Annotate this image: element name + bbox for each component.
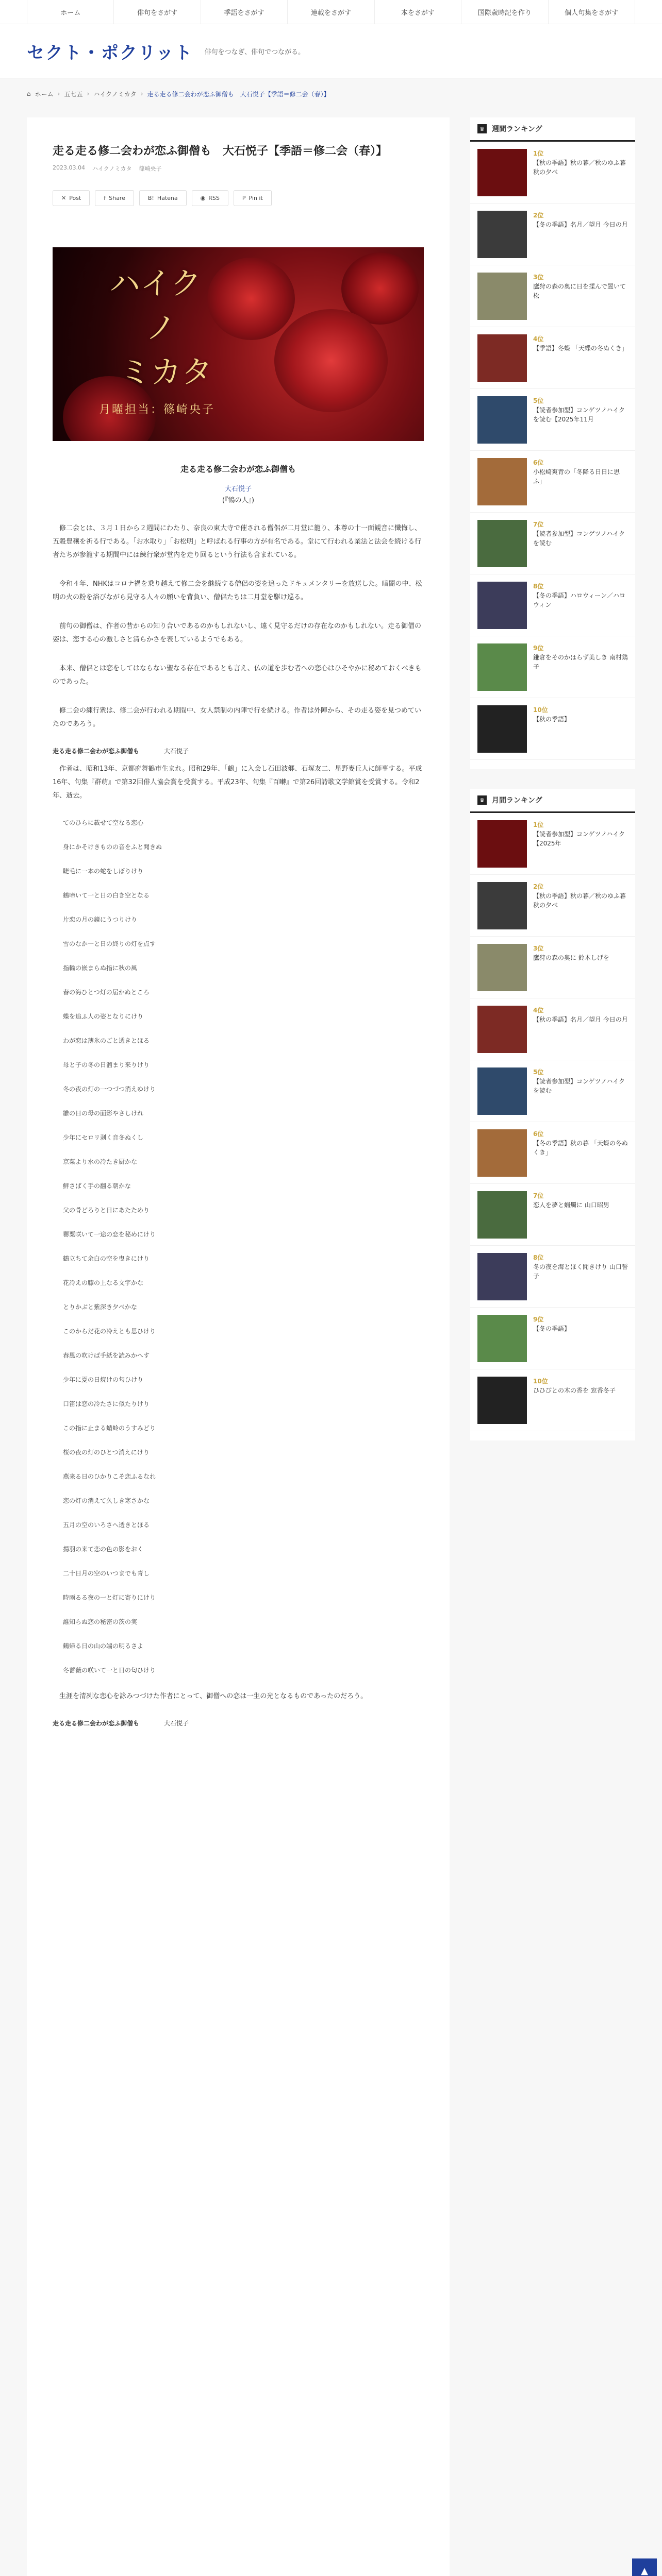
ranking-number: 1位: [533, 150, 544, 157]
ranking-info: [533, 520, 628, 567]
ranking-number: 7位: [533, 1192, 544, 1199]
verse-line: 二十日月の空のいつまでも青し: [63, 1570, 150, 1577]
ranking-number: 5位: [533, 1069, 544, 1076]
ranking-title[interactable]: 恋人を夢と蝋燭に 山口昭男: [533, 1201, 609, 1209]
post-category[interactable]: ハイクノミカタ: [92, 165, 132, 172]
ranking-title[interactable]: 【冬の季語】: [533, 1325, 571, 1332]
ranking-item[interactable]: [470, 574, 635, 636]
verse-line: 身にかそけきものの音をふと聞きぬ: [63, 843, 162, 851]
ranking-item[interactable]: [470, 636, 635, 698]
ranking-info: [533, 705, 570, 752]
ranking-info: [533, 334, 628, 381]
ranking-title[interactable]: 【読者参加型】コンゲツノハイク【2025年: [533, 831, 625, 847]
ranking-number: 7位: [533, 521, 544, 528]
verse-line: 片恋の月の鏡にうつりけり: [63, 916, 138, 923]
monthly-ranking: [470, 789, 635, 1440]
facebook-icon: f: [104, 195, 106, 201]
ranking-number: 6位: [533, 1130, 544, 1138]
breadcrumb-home[interactable]: ホーム: [35, 90, 54, 98]
verse-line: 時雨るる夜の一と灯に寄りにけり: [63, 1594, 156, 1601]
verse-line: 睫毛に一本の蛇をしぼりけり: [63, 868, 144, 875]
ranking-info: [533, 396, 628, 443]
poet-name[interactable]: 大石悦子: [224, 485, 252, 493]
verse-line: 春風の吹けば手紙を読みかへす: [63, 1352, 150, 1359]
breadcrumb-separator: ›: [87, 90, 90, 97]
poet-book: (『鶴の人』): [222, 497, 255, 504]
ranking-title[interactable]: 鎌倉をそのかはらず美しき 南村鶏子: [533, 654, 628, 670]
nav-item[interactable]: 俳句をさがす: [113, 0, 200, 24]
verse-line: とりかぶと紫深き夕べかな: [63, 1303, 138, 1311]
ranking-item[interactable]: [470, 1308, 635, 1369]
verse-line: この指に止まる蜻蛉のうすみどり: [63, 1425, 156, 1432]
ranking-number: 3位: [533, 274, 544, 281]
ranking-title[interactable]: 【冬の季語】名月／望月 今日の月: [533, 221, 628, 228]
crown-icon: ♛: [477, 124, 487, 133]
ranking-number: 9位: [533, 645, 544, 652]
ranking-thumbnail[interactable]: [477, 334, 527, 382]
ranking-title[interactable]: 【秋の季語】秋の暮／秋のゆふ暮 秋の夕べ: [533, 159, 626, 176]
hero-subtitle: 月曜担当：篠崎央子: [99, 403, 216, 416]
poet-block: [53, 484, 424, 506]
hatena-icon: B!: [147, 195, 154, 201]
verse-line: てのひらに載せて空なる恋心: [63, 819, 144, 826]
ranking-item[interactable]: [470, 813, 635, 875]
ranking-number: 4位: [533, 1007, 544, 1014]
site-tagline: 俳句をつなぎ、俳句でつながる。: [204, 48, 305, 56]
ranking-thumbnail[interactable]: [477, 149, 527, 196]
verse-line: 冬の夜の灯の一つづつ消えゆけり: [63, 1086, 156, 1093]
ranking-number: 10位: [533, 1378, 548, 1385]
ranking-info: [533, 458, 628, 505]
ranking-item[interactable]: [470, 1122, 635, 1184]
ranking-title[interactable]: 【読者参加型】コンゲツノハイクを読む: [533, 1078, 625, 1094]
verse-line: 少年に夏の日焼けの匂ひけり: [63, 1376, 144, 1383]
breadcrumb-home-link[interactable]: 五七五: [64, 90, 83, 98]
ranking-title[interactable]: 小松崎爽青の「冬降る日日に思ふ」: [533, 468, 620, 485]
ranking-info: [533, 1067, 628, 1114]
article-paragraph: 修二会とは、３月１日から２週間にわたり、奈良の東大寺で催される僧侶が二月堂に籠り、本尊の十一面観音に懺悔し、五穀豊穣を祈る行である。「お水取り」「お松明」と呼ばれる行事の方が有名である。堂にて行われる業法と法会を続ける行者たちが参籠する期間中には練行衆が堂内を走り回るという行法も含まれている。: [53, 524, 422, 559]
ranking-title[interactable]: 【秋の季語】: [533, 716, 571, 723]
ranking-thumbnail[interactable]: [477, 944, 527, 991]
article: [27, 117, 450, 2576]
share-hatena-button[interactable]: B! Hatena: [139, 190, 187, 206]
ranking-thumbnail[interactable]: [477, 396, 527, 444]
ranking-thumbnail[interactable]: [477, 211, 527, 258]
weekly-ranking-header: ♛ 週間ランキング: [470, 117, 635, 142]
ranking-item[interactable]: [470, 513, 635, 574]
verse-line: 罌粟咲いて一途の恋を秘めにけり: [63, 1231, 156, 1238]
ranking-item[interactable]: [470, 265, 635, 327]
ranking-thumbnail[interactable]: [477, 705, 527, 753]
ranking-thumbnail[interactable]: [477, 820, 527, 868]
nav-item[interactable]: 本をさがす: [374, 0, 461, 24]
verse-line: 京菜より水の冷たき厨かな: [63, 1158, 138, 1165]
ranking-title[interactable]: ひひびとの木の香を 窓香冬子: [533, 1387, 616, 1394]
ranking-info: [533, 1191, 609, 1238]
crown-icon: ♛: [477, 795, 487, 805]
hero-title: ハイク ノ ミカタ: [109, 266, 212, 391]
ranking-item[interactable]: [470, 1246, 635, 1308]
arrow-up-icon: ▲: [641, 2565, 648, 2576]
weekly-ranking: [470, 117, 635, 769]
ranking-info: [533, 643, 628, 690]
verse-line: 鶴啼いて一と日の白き空となる: [63, 892, 150, 899]
ranking-item[interactable]: [470, 1369, 635, 1431]
monthly-ranking-header: ♛ 月間ランキング: [470, 789, 635, 813]
ranking-title[interactable]: 【冬の季語】ハロウィーン／ハロウィン: [533, 592, 626, 608]
ranking-info: [533, 273, 628, 319]
verse-line: 桜の夜の灯のひとつ消えにけり: [63, 1449, 150, 1456]
top-navigation: [0, 0, 662, 24]
ranking-thumbnail[interactable]: [477, 273, 527, 320]
haiku-label: 走る走る修二会わが恋ふ御僧も 大石悦子: [53, 748, 189, 755]
article-paragraph: 前句の御僧は、作者の昔からの知り合いであるのかもしれないし、遠く見守るだけの存在なのかもしれない。走る御僧の姿は、恋する心の激しさと清らかさを表しているようでもある。: [53, 622, 422, 643]
share-rss-button[interactable]: ◉ RSS: [192, 190, 228, 206]
verse-line: 鮃さばく手の翻る朝かな: [63, 1182, 131, 1190]
ranking-thumbnail[interactable]: [477, 1377, 527, 1424]
ranking-number: 2位: [533, 212, 544, 219]
verse-line: このからだ花の冷えとも思ひけり: [63, 1328, 156, 1335]
ranking-title[interactable]: 【季語】冬蝶 「天蝶の冬ぬくき」: [533, 345, 628, 352]
ranking-number: 8位: [533, 1254, 544, 1261]
ranking-thumbnail[interactable]: [477, 643, 527, 691]
ranking-info: [533, 582, 628, 629]
verse-line: 鶴帰る日の山の端の明るさよ: [63, 1642, 144, 1650]
verse-line: 花冷えの膝の上なる文字かな: [63, 1279, 144, 1286]
verse-line: わが恋は薄氷のごと透きとほる: [63, 1037, 150, 1044]
ranking-thumbnail[interactable]: [477, 582, 527, 629]
ranking-thumbnail[interactable]: [477, 1006, 527, 1053]
verse-line: 指輪の嵌まらぬ指に秋の風: [63, 964, 138, 972]
ranking-title[interactable]: 【冬の季語】秋の暮 「天蝶の冬ぬくき」: [533, 1140, 628, 1156]
nav-item[interactable]: 個人句集をさがす: [548, 0, 635, 24]
haiku-title: 走る走る修二会わが恋ふ御僧も: [180, 464, 296, 474]
ranking-info: [533, 1129, 628, 1176]
ranking-item[interactable]: [470, 204, 635, 265]
verse-line: 五月の空のいろさへ透きとほる: [63, 1521, 150, 1529]
ranking-title[interactable]: 【秋の季語】秋の暮／秋のゆふ暮 秋の夕べ: [533, 892, 626, 909]
ranking-item[interactable]: [470, 1184, 635, 1246]
nav-item[interactable]: ホーム: [27, 0, 113, 24]
ranking-number: 6位: [533, 459, 544, 466]
ranking-thumbnail[interactable]: [477, 1191, 527, 1239]
ranking-number: 5位: [533, 397, 544, 404]
rss-icon: ◉: [200, 195, 206, 201]
ranking-info: [533, 211, 628, 258]
verse-line: 母と子の冬の日溜まり来りけり: [63, 1061, 150, 1069]
ranking-item[interactable]: [470, 142, 635, 204]
ranking-item[interactable]: [470, 698, 635, 760]
ranking-item[interactable]: [470, 451, 635, 513]
breadcrumb-separator: ›: [57, 90, 60, 97]
article-paragraph: 本来、僧侶とは恋をしてはならない聖なる存在であるとも言え、仏の道を歩む者への恋心はひそやかに秘めておくべきものであった。: [53, 665, 422, 686]
verse-line: 口笛は恋の冷たさに似たりけり: [63, 1400, 150, 1408]
ranking-item[interactable]: [470, 327, 635, 389]
ranking-info: [533, 820, 628, 867]
post-meta: [53, 164, 424, 173]
ranking-number: 4位: [533, 335, 544, 343]
share-post-button[interactable]: ✕ Post: [53, 190, 90, 206]
ranking-title[interactable]: 【読者参加型】コンゲツノハイクを読む【2025年11月: [533, 406, 625, 423]
ranking-title[interactable]: 鷹狩の森の奥に日を揉んで置いて松: [533, 283, 626, 299]
ranking-item[interactable]: [470, 998, 635, 1060]
verse-line: 蝶を追ふ人の姿となりにけり: [63, 1013, 144, 1020]
article-paragraph: 令和４年、NHKはコロナ禍を乗り越えて修二会を継続する僧侶の姿を追ったドキュメンタリーを放送した。暗闇の中、松明の火の粉を浴びながら見守る人々の願いを背負い、僧侶たちは二月堂を駆け巡る。: [53, 580, 422, 601]
nav-item[interactable]: 連載をさがす: [287, 0, 374, 24]
ranking-thumbnail[interactable]: [477, 1253, 527, 1300]
article-paragraph: 修二会の練行衆は、修二会が行われる期間中、女人禁制の内陣で行を続ける。作者は外陣から、その走る姿を見つめていたのであろう。: [53, 707, 422, 728]
ranking-item[interactable]: [470, 875, 635, 937]
nav-item[interactable]: 季語をさがす: [201, 0, 287, 24]
ranking-thumbnail[interactable]: [477, 882, 527, 929]
ranking-info: [533, 1315, 570, 1362]
breadcrumb-current: 走る走る修二会わが恋ふ御僧も 大石悦子【季語＝修二会（春）】: [147, 90, 330, 98]
ranking-info: [533, 944, 609, 991]
verse-line: 恋の灯の消えて久しき寒さかな: [63, 1497, 150, 1504]
sidebar: [470, 117, 635, 1460]
closing-paragraph: 生涯を清冽な恋心を詠みつづけた作者にとって、御僧への恋は一生の光となるものであったのだろう。: [59, 1692, 368, 1700]
ranking-thumbnail[interactable]: [477, 1129, 527, 1177]
haiku-label-closing: 走る走る修二会わが恋ふ御僧も 大石悦子: [53, 1720, 189, 1727]
verse-line: 父の骨どろりと日にあたためり: [63, 1207, 150, 1214]
nav-item[interactable]: 国際歳時記を作り: [461, 0, 548, 24]
share-facebook-button[interactable]: f Share: [95, 190, 134, 206]
x-icon: ✕: [61, 195, 67, 201]
ranking-title[interactable]: 冬の夜を海とほく聞きけり 山口誓子: [533, 1263, 628, 1280]
ranking-info: [533, 882, 628, 929]
ranking-number: 2位: [533, 883, 544, 890]
ranking-thumbnail[interactable]: [477, 520, 527, 567]
rose-shape: [274, 309, 388, 412]
ranking-number: 3位: [533, 945, 544, 952]
ranking-info: [533, 1253, 628, 1300]
ranking-number: 1位: [533, 821, 544, 828]
verse-line: 鶴立ちて余白の空を曳きにけり: [63, 1255, 150, 1262]
breadcrumb: [27, 84, 635, 103]
ranking-item[interactable]: [470, 389, 635, 451]
verse-line: 冬薔薇の咲いて一と日の匂ひけり: [63, 1667, 156, 1674]
rose-shape: [207, 258, 295, 340]
site-header: [0, 24, 662, 78]
ranking-number: 9位: [533, 1316, 544, 1323]
verse-line: 雪のなか一と日の終りの灯を点す: [63, 940, 156, 947]
verse-line: 揚羽の来て恋の色の影をおく: [63, 1546, 144, 1553]
ranking-number: 8位: [533, 583, 544, 590]
ranking-info: [533, 1006, 628, 1053]
poet-bio: 作者は、昭和13年、京都府舞鶴市生まれ。昭和29年、「鶴」に入会し石田波郷、石塚友二、星野麥丘人に師事する。平成16年、句集『群萌』で第32回俳人協会賞を受賞する。平成23年、句集『百囀』で第26回詩歌文学館賞を受賞する。令和2年、逝去。: [53, 765, 422, 800]
home-icon[interactable]: ⌂: [27, 90, 31, 97]
scroll-to-top-button[interactable]: [632, 2558, 657, 2576]
verse-line: 雛の日の母の面影やさしけれ: [63, 1110, 144, 1117]
ranking-thumbnail[interactable]: [477, 1067, 527, 1115]
ranking-item[interactable]: [470, 937, 635, 998]
ranking-title[interactable]: 【読者参加型】コンゲツノハイクを読む: [533, 530, 625, 547]
pinterest-icon: P: [242, 195, 246, 201]
breadcrumb-separator: ›: [140, 90, 143, 97]
verse-line: 誰知らぬ恋の秘密の茨の実: [63, 1618, 138, 1625]
ranking-thumbnail[interactable]: [477, 1315, 527, 1362]
site-logo[interactable]: セクト・ポクリット: [27, 42, 193, 63]
share-buttons: [53, 190, 424, 206]
post-writer[interactable]: 篠崎央子: [139, 165, 162, 172]
ranking-title[interactable]: 【秋の季語】名月／望月 今日の月: [533, 1016, 628, 1023]
post-title: 走る走る修二会わが恋ふ御僧も 大石悦子【季語＝修二会（春）】: [53, 145, 388, 158]
breadcrumb-category[interactable]: ハイクノミカタ: [93, 90, 137, 98]
hero-image: [53, 247, 424, 441]
share-pinterest-button[interactable]: P Pin it: [234, 190, 272, 206]
verse-line: 春の海ひとつ灯の届かぬところ: [63, 989, 150, 996]
ranking-number: 10位: [533, 706, 548, 714]
ranking-title[interactable]: 鷹狩の森の奥に 鈴木しげを: [533, 954, 609, 961]
post-date: 2023.03.04: [53, 164, 85, 171]
ranking-thumbnail[interactable]: [477, 458, 527, 505]
ranking-info: [533, 149, 628, 196]
verse-line: 少年にセロリ剥く音冬ぬくし: [63, 1134, 144, 1141]
ranking-info: [533, 1377, 616, 1423]
verse-line: 燕来る日のひかりこそ恋ふるなれ: [63, 1473, 156, 1480]
ranking-item[interactable]: [470, 1060, 635, 1122]
